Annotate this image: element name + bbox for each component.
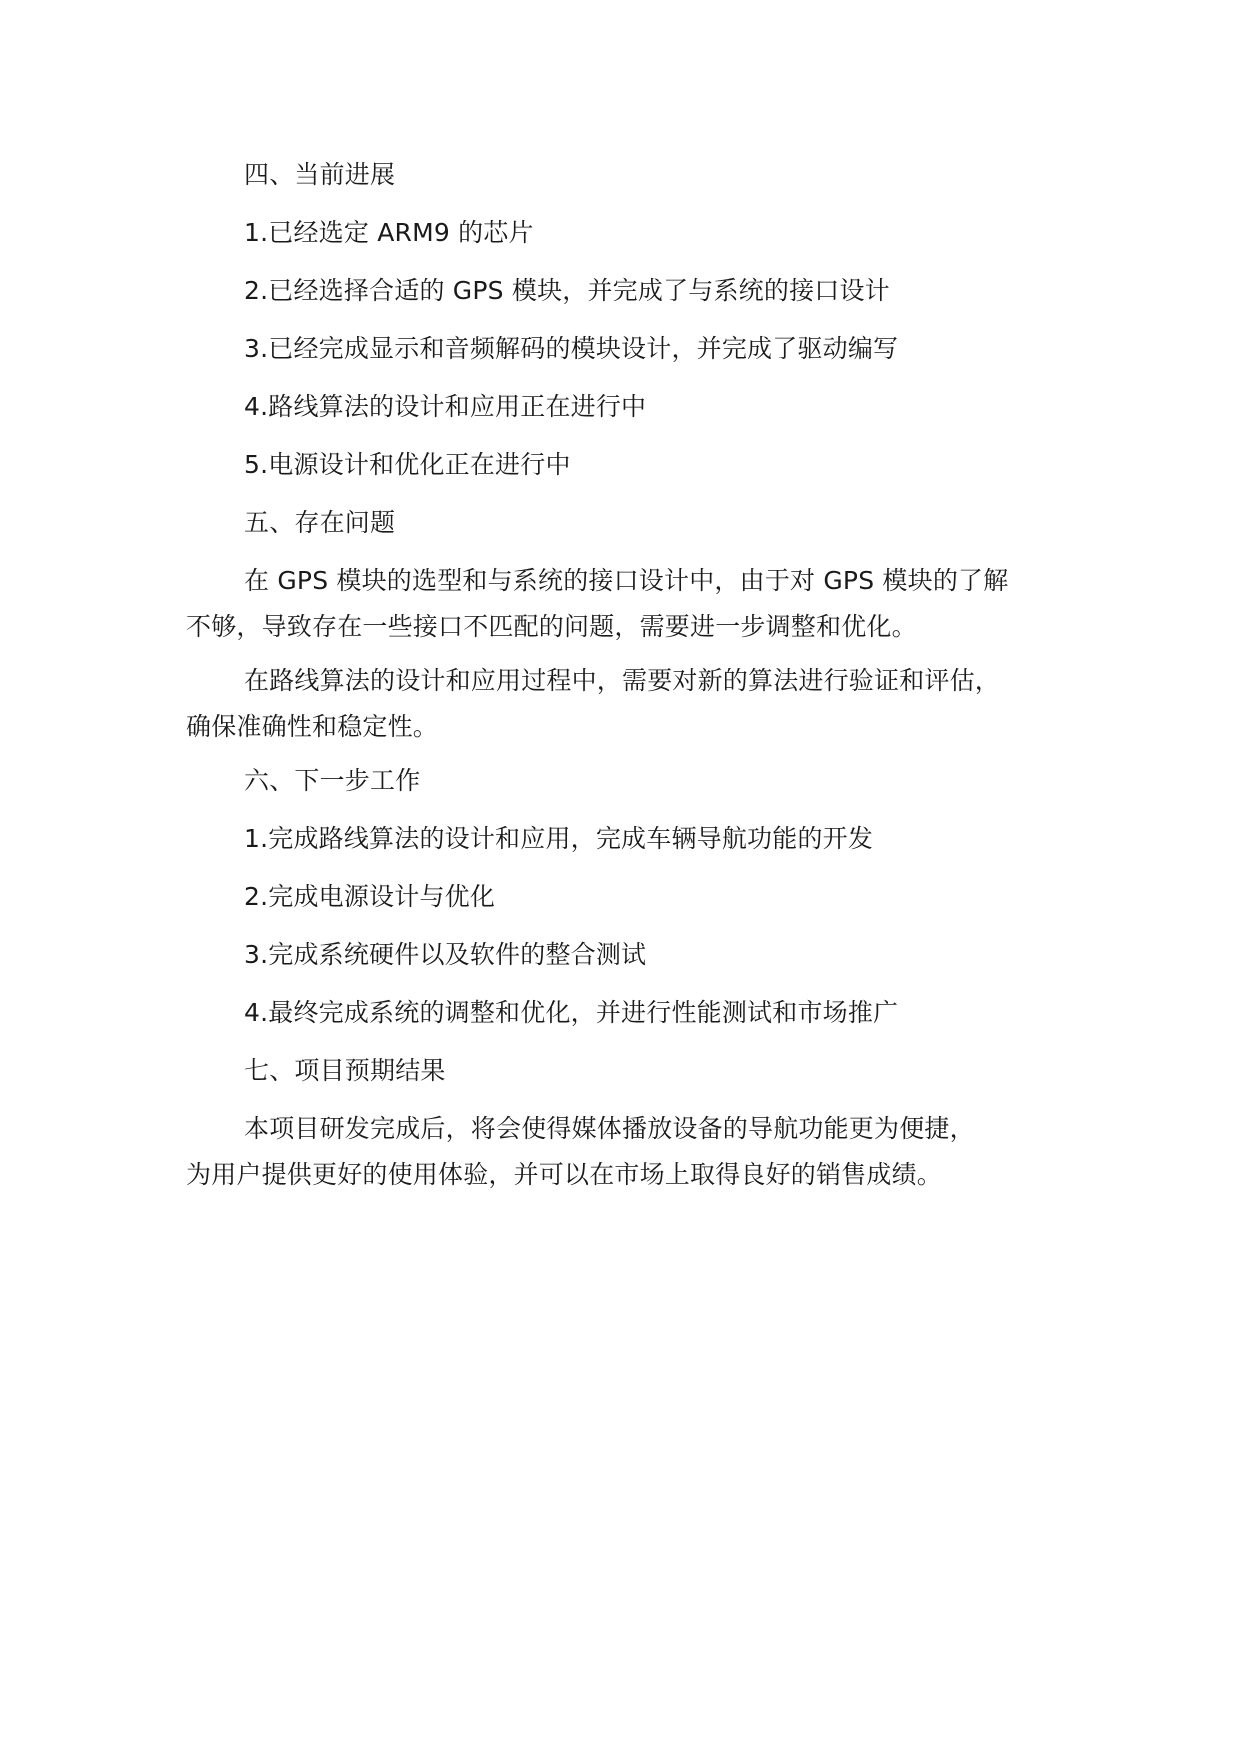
progress-item-1: 1.已经选定 ARM9 的芯片 — [244, 218, 534, 247]
progress-item-2: 2.已经选择合适的 GPS 模块，并完成了与系统的接口设计 — [244, 276, 890, 305]
expected-results-line-1: 本项目研发完成后，将会使得媒体播放设备的导航功能更为便捷， — [244, 1114, 975, 1143]
progress-item-5: 5.电源设计和优化正在进行中 — [244, 450, 571, 479]
next-step-item-4: 4.最终完成系统的调整和优化，并进行性能测试和市场推广 — [244, 998, 899, 1027]
section-heading-problems: 五、存在问题 — [244, 508, 396, 537]
problem-paragraph-2-line-2: 确保准确性和稳定性。 — [186, 712, 439, 741]
progress-item-3: 3.已经完成显示和音频解码的模块设计，并完成了驱动编写 — [244, 334, 899, 363]
next-step-item-2: 2.完成电源设计与优化 — [244, 882, 496, 911]
expected-results-line-2: 为用户提供更好的使用体验，并可以在市场上取得良好的销售成绩。 — [186, 1160, 943, 1189]
section-heading-progress: 四、当前进展 — [244, 160, 396, 189]
problem-paragraph-1-line-2: 不够，导致存在一些接口不匹配的问题，需要进一步调整和优化。 — [186, 612, 917, 641]
problem-paragraph-2-line-1: 在路线算法的设计和应用过程中，需要对新的算法进行验证和评估， — [244, 666, 1001, 695]
problem-paragraph-1-line-1: 在 GPS 模块的选型和与系统的接口设计中，由于对 GPS 模块的了解 — [244, 566, 1009, 595]
expected-results-paragraph — [186, 1112, 1086, 1192]
next-step-item-1: 1.完成路线算法的设计和应用，完成车辆导航功能的开发 — [244, 824, 874, 853]
problem-paragraph-1 — [186, 564, 1086, 644]
progress-item-4: 4.路线算法的设计和应用正在进行中 — [244, 392, 647, 421]
section-heading-expected-results: 七、项目预期结果 — [244, 1056, 446, 1085]
section-heading-next-steps: 六、下一步工作 — [244, 766, 421, 795]
next-step-item-3: 3.完成系统硬件以及软件的整合测试 — [244, 940, 647, 969]
problem-paragraph-2 — [186, 664, 1086, 744]
